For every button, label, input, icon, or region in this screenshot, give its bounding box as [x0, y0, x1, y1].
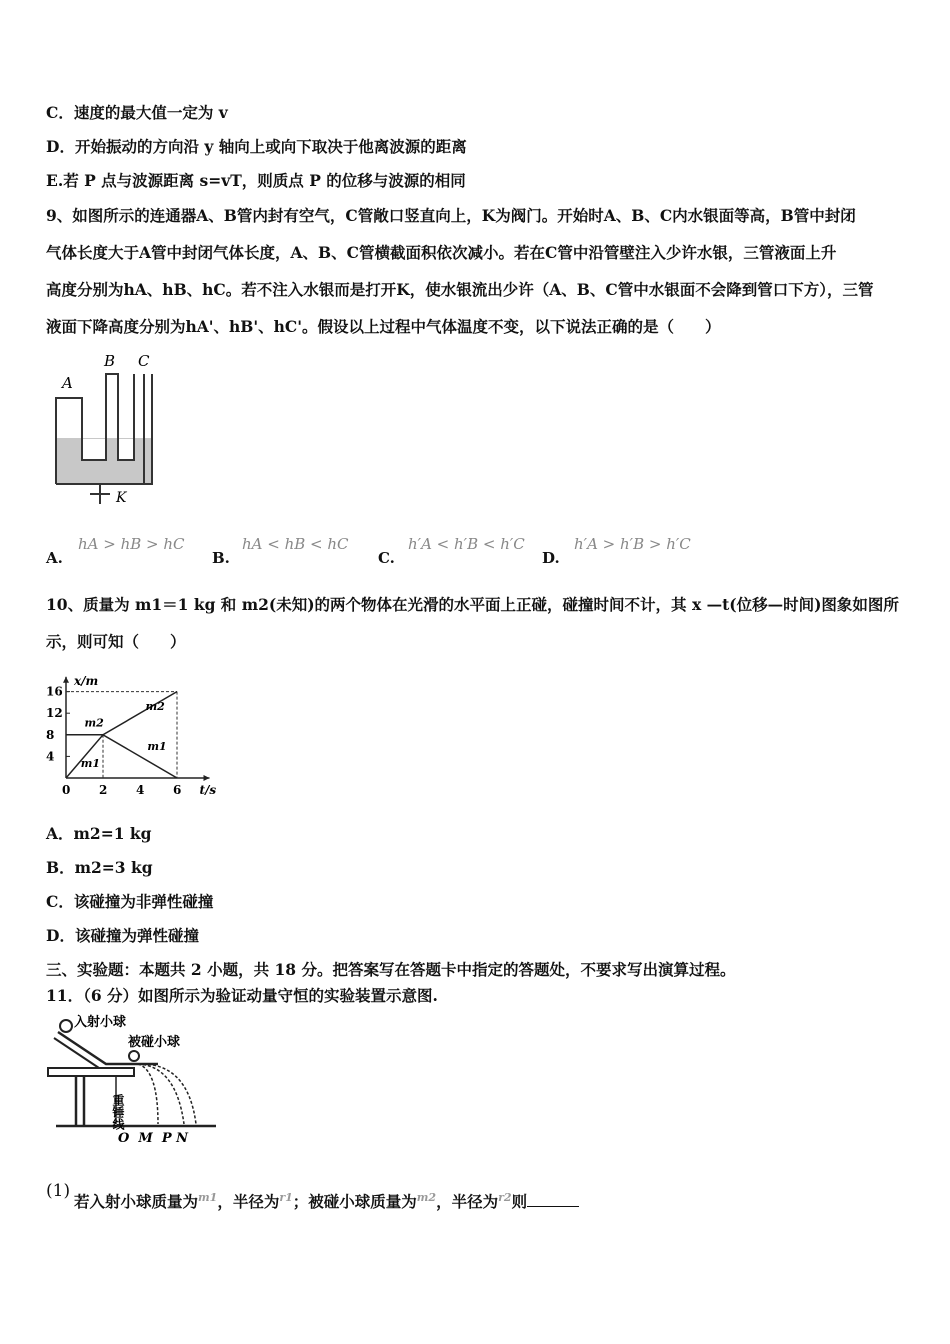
- y-axis-label: x/m: [74, 673, 99, 688]
- q9-option-d-letter: D.: [542, 549, 560, 567]
- q9-stem-line1: 9、如图所示的连通器A、B管内封有空气，C管敞口竖直向上，K为阀门。开始时A、B、C内水银面等高，B管中封闭: [46, 206, 856, 225]
- series-label-m1: m1: [147, 739, 167, 753]
- q9-option-d-formula: h′A > h′B > h′C: [574, 535, 691, 553]
- q11-sub1-text-b: ，半径为: [217, 1192, 280, 1212]
- q9-stem-line4: 液面下降高度分别为hA'、hB'、hC'。假设以上过程中气体温度不变，以下说法正确的是（ ）: [46, 317, 721, 336]
- series-label-m2: m2: [84, 716, 104, 730]
- y-tick-label: 12: [46, 706, 63, 721]
- label-b: B: [104, 352, 116, 370]
- q9-stem-line2: 气体长度大于A管中封闭气体长度，A、B、C管横截面积依次减小。若在C管中沿管壁注入少许水银，三管液面上升: [46, 243, 837, 262]
- y-tick-label: 4: [46, 749, 55, 764]
- symbol-r1: r1: [279, 1191, 293, 1204]
- q11-sub1-text-e: 则: [511, 1192, 528, 1212]
- trajectory-n: [138, 1064, 196, 1124]
- symbol-r2: r2: [498, 1191, 512, 1204]
- x-tick-label: 0: [62, 783, 71, 797]
- label-points: O M P N: [118, 1131, 189, 1146]
- table-top: [48, 1068, 134, 1076]
- x-tick-label: 4: [136, 783, 145, 797]
- section-3-header: 三、实验题：本题共 2 小题，共 18 分。把答案写在答题卡中指定的答题处，不要求写出演算过程。: [46, 960, 736, 979]
- q8-option-d: D．开始振动的方向沿 y 轴向上或向下取决于他离波源的距离: [46, 137, 467, 156]
- y-axis-arrow: [63, 677, 69, 683]
- q10-stem-line2: 示，则可知（ ）: [46, 632, 186, 651]
- series-label-m1: m1: [80, 757, 101, 771]
- q11-sub1-text-d: ，半径为: [436, 1192, 499, 1212]
- incident-ball: [60, 1020, 72, 1032]
- q11-sub1-number: (1): [46, 1181, 71, 1201]
- q9-option-c-formula: h′A < h′B < h′C: [408, 535, 525, 553]
- symbol-m2: m2: [416, 1191, 437, 1204]
- ramp-lower: [54, 1038, 102, 1070]
- q11-stem: 11．（6 分）如图所示为验证动量守恒的实验装置示意图.: [46, 986, 438, 1005]
- q9-stem-line3: 高度分别为hA、hB、hC。若不注入水银而是打开K，使水银流出少许（A、B、C管中水银面不会降到管口下方），三管: [46, 280, 874, 299]
- q9-option-c-letter: C.: [378, 549, 395, 567]
- label-c: C: [138, 352, 150, 370]
- series-label-m2: m2: [145, 699, 165, 713]
- q8-option-c: C．速度的最大值一定为 v: [46, 103, 228, 122]
- q10-option-a: A．m2=1 kg: [46, 824, 152, 843]
- series-line-m2: [66, 692, 177, 735]
- label-k: K: [116, 490, 127, 506]
- xt-graph: [42, 658, 217, 803]
- momentum-apparatus-figure: [46, 1012, 221, 1146]
- trajectory-m: [138, 1064, 158, 1124]
- y-tick-label: 8: [46, 727, 55, 742]
- q10-option-c: C．该碰撞为非弹性碰撞: [46, 892, 214, 911]
- q10-option-d: D．该碰撞为弹性碰撞: [46, 926, 199, 945]
- q9-option-b-formula: hA < hB < hC: [242, 535, 349, 553]
- q11-sub1-text-c: ；被碰小球质量为: [292, 1192, 417, 1212]
- answer-blank[interactable]: [527, 1192, 579, 1207]
- label-target-ball: 被碰小球: [128, 1035, 181, 1050]
- x-axis-arrow: [204, 775, 210, 781]
- q11-sub1-text-a: 若入射小球质量为: [74, 1192, 199, 1212]
- q9-option-b-letter: B.: [212, 549, 230, 567]
- trajectory-p: [138, 1064, 184, 1124]
- label-incident-ball: 入射小球: [74, 1015, 127, 1030]
- symbol-m1: m1: [198, 1191, 218, 1204]
- q10-stem-line1: 10、质量为 m1＝1 kg 和 m2(未知)的两个物体在光滑的水平面上正碰，碰撞时间不计，其 x —t(位移—时间)图象如图所: [46, 595, 899, 614]
- label-a: A: [62, 374, 73, 392]
- x-axis-label: t/s: [199, 783, 217, 797]
- q9-option-a-formula: hA > hB > hC: [78, 535, 185, 553]
- q8-option-e: E.若 P 点与波源距离 s=vT，则质点 P 的位移与波源的相同: [46, 171, 466, 190]
- q9-option-a-letter: A.: [46, 549, 63, 567]
- q11-sub1-text: [74, 1188, 579, 1212]
- target-ball: [129, 1051, 139, 1061]
- x-tick-label: 6: [173, 783, 182, 797]
- x-tick-label: 2: [99, 783, 108, 797]
- y-tick-label: 16: [46, 684, 63, 699]
- connected-vessel-figure: [48, 348, 163, 513]
- label-plumb-line: 重锤线: [111, 1094, 125, 1130]
- q10-option-b: B．m2=3 kg: [46, 858, 153, 877]
